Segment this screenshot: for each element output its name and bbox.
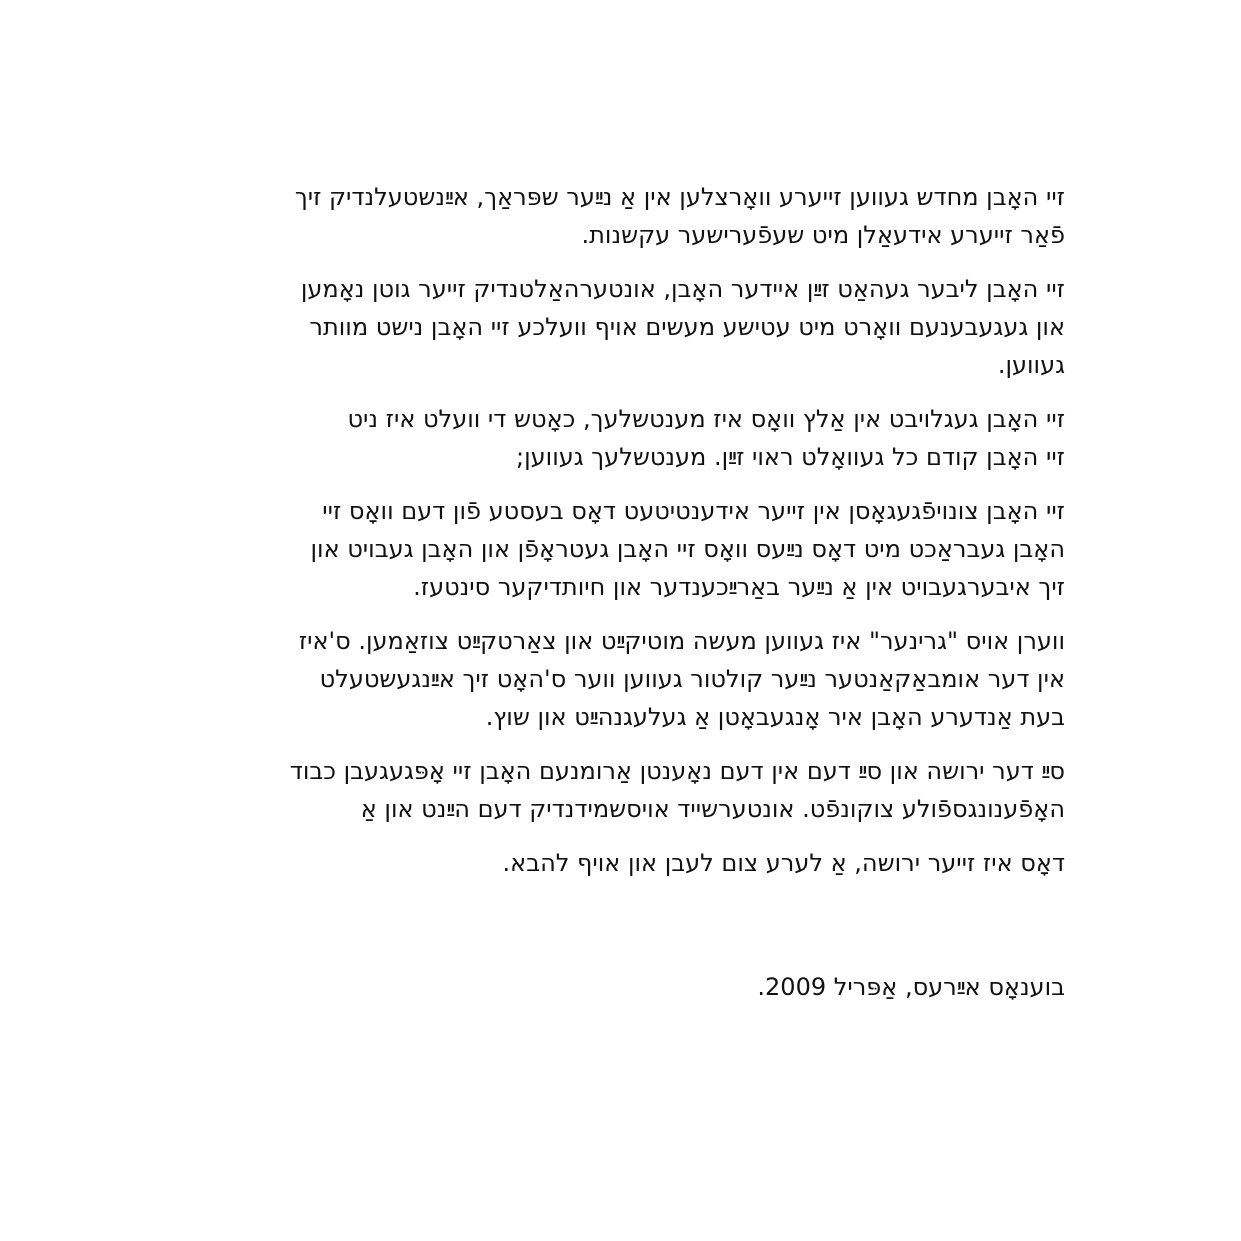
paragraph-line: סײַ דער ירושה און סײַ דעם אין דעם נאָענטן אַרומנעם האָבן זיי אָפּגעגעבן כבוד bbox=[289, 757, 1065, 785]
paragraph-4 bbox=[180, 492, 1065, 606]
paragraph-line: זיי האָבן געגלויבט אין אַלץ וואָס איז מענטשלעך, כאָטש די וועלט איז ניט bbox=[347, 405, 1065, 433]
paragraph-line: זיי האָבן מחדש געווען זייערע וואָרצלען אין אַ נײַער שפּראַך, אײַנשטעלנדיק זיך bbox=[294, 183, 1065, 211]
paragraph-1 bbox=[180, 178, 1065, 254]
document-page bbox=[180, 178, 1065, 1022]
paragraph-6 bbox=[180, 752, 1065, 828]
paragraph-line: געווען. bbox=[997, 351, 1065, 379]
paragraph-2 bbox=[180, 270, 1065, 384]
paragraph-line: און געגעבענעם וואָרט מיט עטישע מעשים אויף וועלכע זיי האָבן נישט מוותר bbox=[309, 313, 1065, 341]
paragraph-line: דאָס איז זייער ירושה, אַ לערע צום לעבן און אויף להבא. bbox=[502, 849, 1065, 877]
paragraph-line: זיך איבערגעבויט אין אַ נײַער באַרײַכענדער און חיותדיקער סינטעז. bbox=[413, 573, 1065, 601]
paragraph-line: האָבן געבראַכט מיט דאָס נײַעס וואָס זיי האָבן געטראָפֿן און האָבן געבויט און bbox=[310, 535, 1065, 563]
paragraph-line: אין דער אומבאַקאַנטער נײַער קולטור געווען ווער ס'האָט זיך אײַנגעשטעלט bbox=[319, 665, 1065, 693]
paragraph-line: פֿאַר זייערע אידעאַלן מיט שעפֿערישער עקשנות. bbox=[581, 221, 1065, 249]
paragraph-line: ווערן אויס "גרינער" איז געווען מעשה מוטיקײַט און צאַרטקײַט צוזאַמען. ס'איז bbox=[298, 627, 1065, 655]
paragraph-7 bbox=[180, 844, 1065, 882]
paragraph-5 bbox=[180, 622, 1065, 736]
paragraph-line: האָפֿענונגספֿולע צוקונפֿט. אונטערשייד אויסשמידנדיק דעם הײַנט און אַ bbox=[360, 795, 1065, 823]
paragraph-line: זיי האָבן ליבער געהאַט זײַן איידער האָבן, אונטערהאַלטנדיק זייער גוטן נאָמען bbox=[300, 275, 1065, 303]
paragraph-line: זיי האָבן צונויפֿגעגאָסן אין זייער אידענטיטעט דאָס בעסטע פֿון דעם וואָס זיי bbox=[322, 497, 1065, 525]
signature-line: בוענאָס אײַרעס, אַפּריל 2009. bbox=[757, 973, 1065, 1001]
paragraph-3 bbox=[180, 400, 1065, 476]
paragraph-line: בעת אַנדערע האָבן איר אָנגעבאָטן אַ געלעגנהײַט און שוץ. bbox=[485, 703, 1065, 731]
signature-place-date bbox=[180, 968, 1065, 1006]
paragraph-line: זיי האָבן קודם כל געוואָלט ראוי זײַן. מענטשלעך געווען; bbox=[516, 443, 1065, 471]
